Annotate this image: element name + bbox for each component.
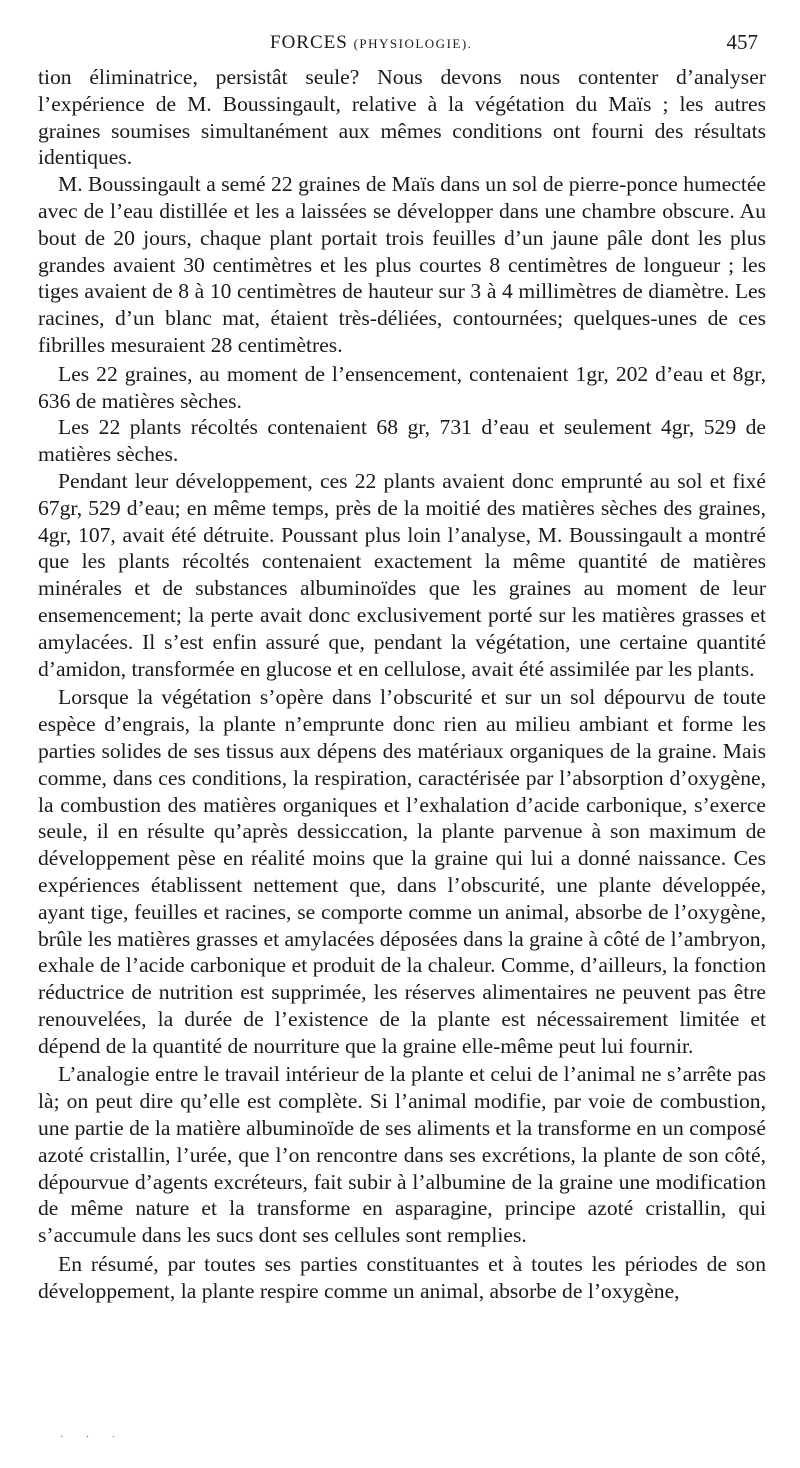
- paragraph: L’analogie entre le travail intérieur de la plante et celui de l’animal ne s’arrête pas là; on peut dire qu’elle est complète. Si l’animal modifie, par voie de combustion, une partie de la matière albuminoïde de ses aliments et la transforme en un composé azoté cristallin, l’urée, que l’on rencontre dans ses excrétions, la plante de son côté, dépourvue d’agents excréteurs, fait subir à l’albumine de la graine une modification de même nature et la transforme en asparagine, principe azoté cristallin, qui s’accumule dans les sucs dont ses cellules sont remplies.: [38, 1062, 766, 1248]
- paragraph: tion éliminatrice, persistât seule? Nous devons nous contenter d’analyser l’expérience de M. Boussingault, relative à la végétation du Maïs ; les autres graines soumises simultanément aux mêmes conditions ont fourni des résultats identiques.: [38, 65, 766, 170]
- page-number: 457: [726, 30, 758, 54]
- paragraph: Les 22 graines, au moment de l’ensencement, contenaient 1gr, 202 d’eau et 8gr, 636 de matières sèches.: [38, 361, 766, 413]
- paragraph: En résumé, par toutes ses parties constituantes et à toutes les périodes de son développement, la plante respire comme un animal, absorbe de l’oxygène,: [38, 1252, 766, 1303]
- paragraph: Les 22 plants récoltés contenaient 68 gr, 731 d’eau et seulement 4gr, 529 de matières sèches.: [38, 415, 766, 467]
- paragraph: M. Boussingault a semé 22 graines de Maïs dans un sol de pierre-ponce humectée avec de l’eau distillée et les a laissées se développer dans une chambre obscure. Au bout de 20 jours, chaque plant portait trois feuilles d’un jaune pâle dont les plus grandes avaient 30 centimètres et les plus courtes 8 centimètres de longueur ; les tiges avaient de 8 à 10 centimètres de hauteur sur 3 à 4 millimètres de diamètre. Les racines, d’un blanc mat, étaient très-déliées, contournées; quelques-unes de ces fibrilles mesuraient 28 centimètres.: [38, 172, 766, 357]
- header-subtitle: (PHYSIOLOGIE).: [353, 36, 473, 51]
- running-header: [0, 30, 800, 64]
- footer-printing-marks: · · ·: [60, 1432, 125, 1443]
- body-text: [38, 64, 766, 1305]
- paragraph: Pendant leur développement, ces 22 plants avaient donc emprunté au sol et fixé 67gr, 529 d’eau; en même temps, près de la moitié des matières sèches des graines, 4gr, 107, avait été détruite. Poussant plus loin l’analyse, M. Boussingault a montré que les plants récoltés contenaient exactement la même quantité de matières minérales et de substances albuminoïdes que les graines au moment de leur ensemencement; la perte avait donc exclusivement porté sur les matières grasses et amylacées. Il s’est enfin assuré que, pendant la végétation, une certaine quantité d’amidon, transformée en glucose et en cellulose, avait été assimilée par les plants.: [38, 468, 766, 681]
- paragraph: Lorsque la végétation s’opère dans l’obscurité et sur un sol dépourvu de toute espèce d’engrais, la plante n’emprunte donc rien au milieu ambiant et forme les parties solides de ses tissus aux dépens des matériaux organiques de la graine. Mais comme, dans ces conditions, la respiration, caractérisée par l’absorption d’oxygène, la combustion des matières organiques et l’exhalation d’acide carbonique, s’exerce seule, il en résulte qu’après dessiccation, la plante parvenue à son maximum de développement pèse en réalité moins que la graine qui lui a donné naissance. Ces expériences établissent nettement que, dans l’obscurité, une plante développée, ayant tige, feuilles et racines, se comporte comme un animal, absorbe de l’oxygène, brûle les matières grasses et amylacées déposées dans la graine à côté de l’ambryon, exhale de l’acide carbonique et produit de la chaleur. Comme, d’ailleurs, la fonction réductrice de nutrition est supprimée, les réserves alimentaires ne peuvent pas être renouvelées, la durée de l’existence de la plante est nécessairement limitée et dépend de la quantité de nourriture que la graine elle-même peut lui fournir.: [38, 685, 766, 1058]
- running-title: [270, 32, 472, 54]
- header-title: FORCES: [270, 32, 348, 53]
